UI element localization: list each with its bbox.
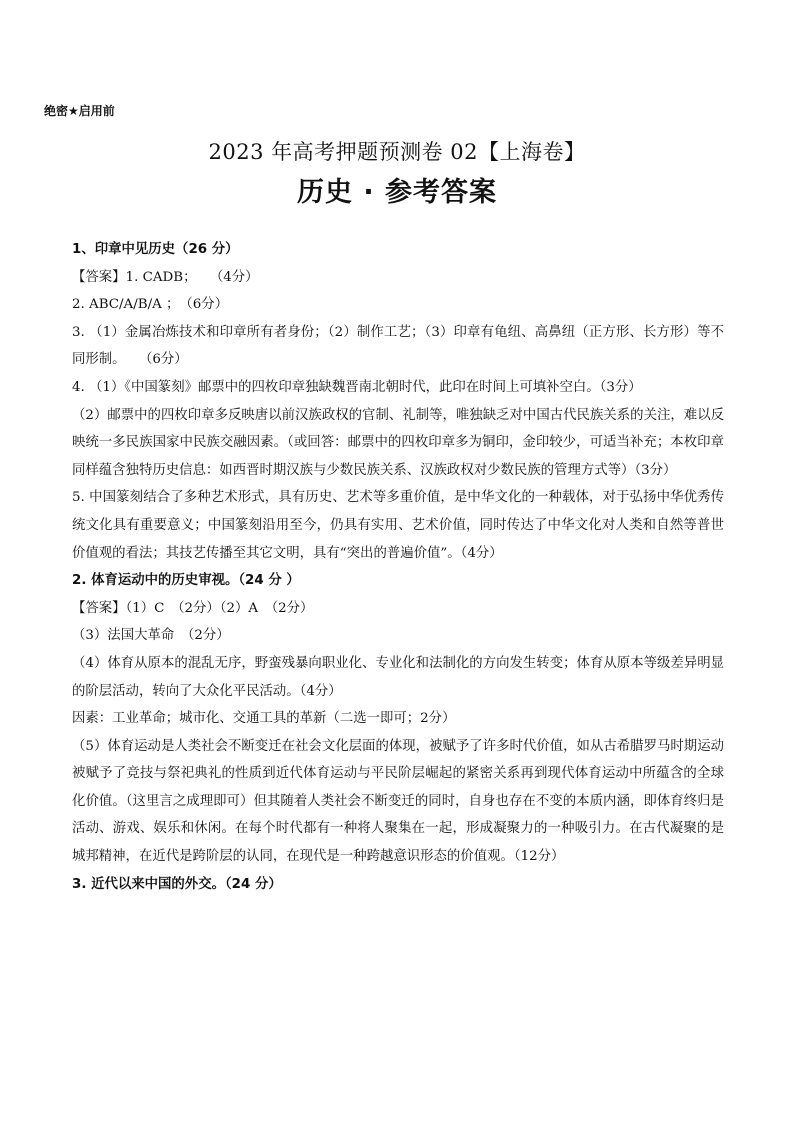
answer-paragraph: （5）体育运动是人类社会不断变迁在社会文化层面的体现，被赋予了许多时代价值，如从古希腊罗马时期运动被赋予了竞技与祭祀典礼的性质到近代体育运动与平民阶层崛起的紧密关系再到现代体育运动中所蕴含的全球化价值。（这里言之成理即可）但其随着人类社会不断变迁的同时，自身也存在不变的本质内涵，即体育终归是活动、游戏、娱乐和休闲。在每个时代都有一种将人聚集在一起，形成凝聚力的一种吸引力。在古代凝聚的是城邦精神，在近代是跨阶层的认同，在现代是一种跨越意识形态的价值观。（12分） [72, 738, 724, 865]
confidential-label: 绝密★启用前 [44, 104, 115, 118]
answer-paragraph: （4）体育从原本的混乱无序，野蛮残暴向职业化、专业化和法制化的方向发生转变；体育从原本等级差异明显的阶层活动，转向了大众化平民活动。（4分） [72, 655, 724, 699]
answer-paragraph: 【答案】1. CADB； （4分） [72, 269, 259, 285]
exam-subtitle: 历史 · 参考答案 [296, 177, 498, 208]
answer-paragraph: 3. （1）金属冶炼技术和印章所有者身份；（2）制作工艺；（3）印章有龟纽、高鼻纽（正方形、长方形）等不同形制。 （6分） [72, 324, 724, 368]
section-heading-2: 2. 体育运动中的历史审视。（24 分 ） [72, 573, 300, 589]
answer-paragraph: 2. ABC/A/B/A ； （6分） [72, 297, 229, 313]
section-heading-3: 3. 近代以来中国的外交。（24 分） [72, 876, 282, 892]
answer-body [72, 236, 724, 898]
exam-title: 2023 年高考押题预测卷 02【上海卷】 [208, 140, 586, 164]
answer-paragraph: （3）法国大革命 （2分） [72, 628, 230, 644]
answer-paragraph: 5. 中国篆刻结合了多种艺术形式，具有历史、艺术等多重价值，是中华文化的一种载体，对于弘扬中华优秀传统文化具有重要意义；中国篆刻沿用至今，仍具有实用、艺术价值，同时传达了中华文化对人类和自然等普世价值观的看法；其技艺传播至其它文明，具有“突出的普遍价值”。（4分） [72, 490, 724, 561]
answer-paragraph: 4. （1）《中国篆刻》邮票中的四枚印章独缺魏晋南北朝时代，此印在时间上可填补空白。（3分） [72, 379, 642, 395]
section-heading-1: 1、印章中见历史（26 分） [72, 242, 239, 257]
answer-paragraph: （2）邮票中的四枚印章多反映唐以前汉族政权的官制、礼制等，唯独缺乏对中国古代民族关系的关注，难以反映统一多民族国家中民族交融因素。（或回答：邮票中的四枚印章多为铜印，金印较少，可适当补充；本枚印章同样蕴含独特历史信息：如西晋时期汉族与少数民族关系、汉族政权对少数民族的管理方式等）（3分） [72, 407, 724, 478]
answer-paragraph: 【答案】（1）C （2分）（2）A （2分） [72, 600, 314, 616]
answer-paragraph: 因素：工业革命；城市化、交通工具的革新（二选一即可；2分） [72, 711, 456, 727]
